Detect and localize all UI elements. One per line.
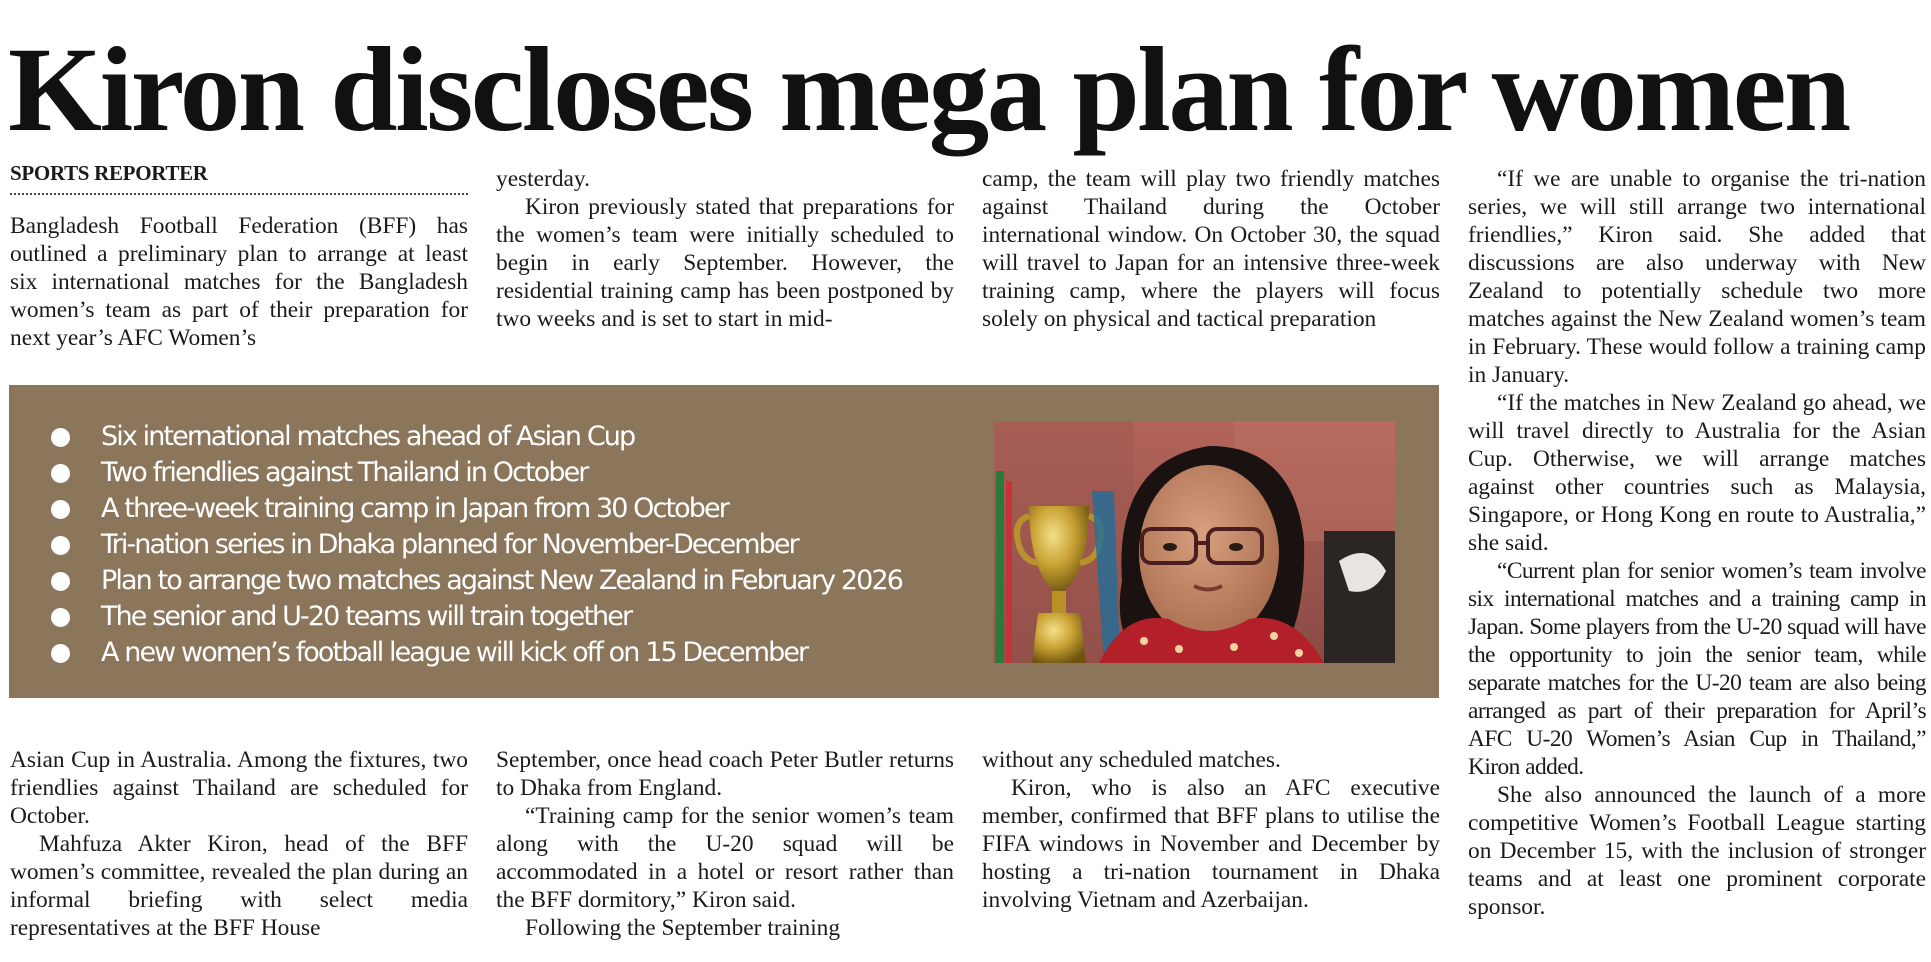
paragraph: Bangladesh Football Federation (BFF) has outlined a preliminary plan to arrange at least six international matches for the Bangladesh women’s team as part of their preparation for next year’s AFC Women’s [10,213,468,351]
paragraph: without any scheduled matches. [982,747,1281,773]
highlight-text: Tri-nation series in Dhaka planned for November-December [101,529,798,560]
highlight-text: Plan to arrange two matches against New Zealand in February 2026 [101,565,903,596]
column-3-bottom [982,746,1440,914]
highlight-item [51,419,902,455]
paragraph: She also announced the launch of a more competitive Women’s Football League starting on December 15, with the inclusion of stronger teams and at least one prominent corporate sponsor. [1468,782,1926,920]
highlight-item [51,563,902,599]
paragraph: Asian Cup in Australia. Among the fixtures, two friendlies against Thailand are scheduled for October. [10,747,468,829]
highlight-item [51,527,902,563]
column-1-top [10,160,468,352]
bullet-dot-icon [51,608,70,627]
highlight-text: The senior and U-20 teams will train together [101,601,632,632]
highlight-text: A three-week training camp in Japan from 30 October [101,493,728,524]
column-1-bottom [10,746,468,942]
highlight-text: Two friendlies against Thailand in October [101,457,588,488]
paragraph: Kiron, who is also an AFC executive member, confirmed that BFF plans to utilise the FIFA windows in November and December by hosting a tri-nation tournament in Dhaka involving Vietnam and Azerbaijan. [982,775,1440,913]
highlights-box [9,385,1439,698]
bullet-dot-icon [51,428,70,447]
bullet-dot-icon [51,500,70,519]
paragraph: “If the matches in New Zealand go ahead, we will travel directly to Australia for the Asian Cup. Otherwise, we will arrange matches against other countries such as Malaysia, Singapore, or Hong Kong en route to Australia,” she said. [1468,390,1926,556]
paragraph: “Training camp for the senior women’s team along with the U-20 squad will be accommodated in a hotel or resort rather than the BFF dormitory,” Kiron said. [496,803,954,913]
paragraph: Following the September training [525,915,841,941]
highlight-item [51,455,902,491]
headline: Kiron discloses mega plan for women [8,23,1849,157]
bullet-dot-icon [51,572,70,591]
bullet-dot-icon [51,464,70,483]
bullet-dot-icon [51,536,70,555]
paragraph: “If we are unable to organise the tri-nation series, we will still arrange two international friendlies,” Kiron said. She added that discussions are also underway with New Zealand to potentially schedule two more matches against the New Zealand women’s team in February. These would follow a training camp in January. [1468,166,1926,388]
paragraph: Mahfuza Akter Kiron, head of the BFF women’s committee, revealed the plan during an informal briefing with select media representatives at the BFF House [10,831,468,941]
column-4 [1468,165,1926,921]
highlight-item [51,491,902,527]
highlight-text: Six international matches ahead of Asian Cup [101,421,635,452]
paragraph: Kiron previously stated that preparations for the women’s team were initially scheduled to begin in early September. However, the residential training camp has been postponed by two weeks and is set to start in mid- [496,194,954,332]
paragraph: September, once head coach Peter Butler returns to Dhaka from England. [496,747,954,801]
highlight-text: A new women’s football league will kick off on 15 December [101,637,808,668]
highlight-item [51,635,902,671]
paragraph: “Current plan for senior women’s team involve six international matches and a training camp in Japan. Some players from the U-20 squad will have the opportunity to join the senior team, while separate matches for the U-20 team are also being arranged as part of their preparation for April’s AFC U-20 Women’s Asian Cup in Thailand,” Kiron added. [1468,558,1926,780]
bullet-dot-icon [51,644,70,663]
column-2-bottom [496,746,954,942]
paragraph: yesterday. [496,166,590,192]
column-3-top [982,165,1440,333]
column-2-top [496,165,954,333]
paragraph: camp, the team will play two friendly matches against Thailand during the October international window. On October 30, the squad will travel to Japan for an intensive three-week training camp, where the players will focus solely on physical and tactical preparation [982,166,1440,332]
highlights-list [51,419,902,671]
byline: SPORTS REPORTER [10,160,468,195]
highlight-item [51,599,902,635]
portrait-photo [994,421,1395,663]
